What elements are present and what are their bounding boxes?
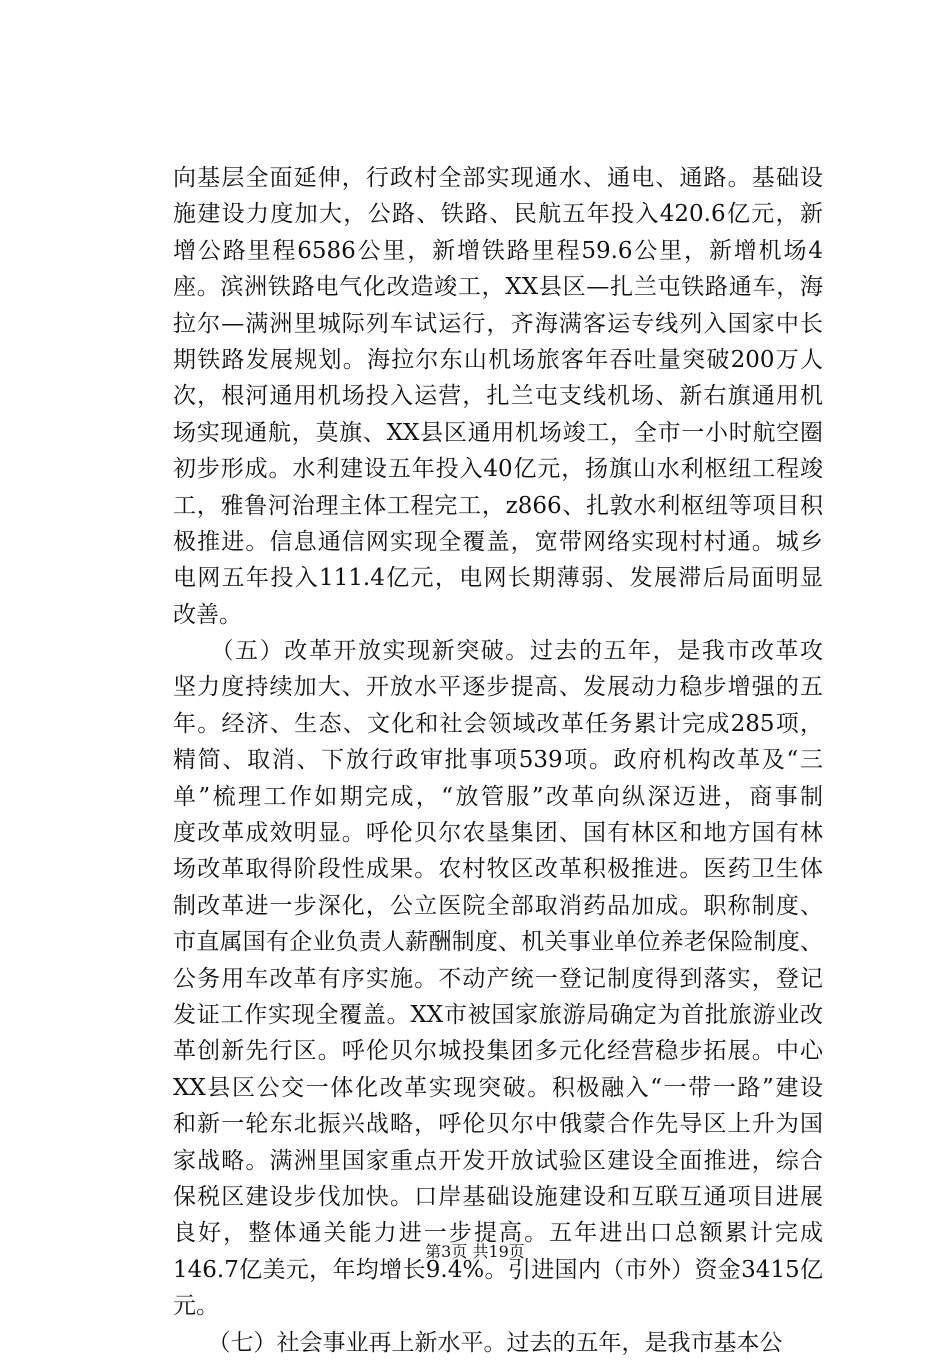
text-line: 拉尔—满洲里城际列车试运行，齐海满客运专线列入国家中长 [173,310,823,337]
text-line: 元。 [173,1293,219,1320]
text-line: 坚力度持续加大、开放水平逐步提高、发展动力稳步增强的五 [173,674,823,701]
text-line: 制改革进一步深化，公立医院全部取消药品加成。职称制度、 [173,892,823,919]
body-text [173,160,823,1361]
text-line: 度改革成效明显。呼伦贝尔农垦集团、国有林区和地方国有林 [173,820,823,847]
text-line: （七）社会事业再上新水平。过去的五年，是我市基本公 [173,1329,783,1356]
page-footer: 第3页 共19页 [425,1242,525,1261]
text-line: 单”梳理工作如期完成，“放管服”改革向纵深迈进，商事制 [173,783,823,810]
text-line: 和新一轮东北振兴战略，呼伦贝尔中俄蒙合作先导区上升为国 [173,1111,823,1138]
text-line: 次，根河通用机场投入运营，扎兰屯支线机场、新右旗通用机 [173,383,823,410]
text-line: 家战略。满洲里国家重点开发开放试验区建设全面推进，综合 [173,1147,823,1174]
text-line: 施建设力度加大，公路、铁路、民航五年投入420.6亿元，新 [173,201,823,228]
text-line: 改善。 [173,601,242,628]
text-line: 场实现通航，莫旗、XX县区通用机场竣工，全市一小时航空圈 [173,419,823,446]
text-line: 革创新先行区。呼伦贝尔城投集团多元化经营稳步拓展。中心 [173,1038,823,1065]
text-line: 初步形成。水利建设五年投入40亿元，扬旗山水利枢纽工程竣 [173,456,823,483]
text-line: 良好，整体通关能力进一步提高。五年进出口总额累计完成 [173,1220,823,1247]
text-line: 座。滨洲铁路电气化改造竣工，XX县区—扎兰屯铁路通车，海 [173,274,823,301]
text-line: 146.7亿美元，年均增长9.4%。引进国内（市外）资金3415亿 [173,1256,823,1283]
text-line: 公务用车改革有序实施。不动产统一登记制度得到落实，登记 [173,965,823,992]
text-line: 期铁路发展规划。海拉尔东山机场旅客年吞吐量突破200万人 [173,346,823,373]
text-line: 精简、取消、下放行政审批事项539项。政府机构改革及“三 [173,747,823,774]
text-line: 极推进。信息通信网实现全覆盖，宽带网络实现村村通。城乡 [173,528,823,555]
text-line: XX县区公交一体化改革实现突破。积极融入“一带一路”建设 [173,1074,823,1101]
text-line: （五）改革开放实现新突破。过去的五年，是我市改革攻 [173,638,823,665]
text-line: 市直属国有企业负责人薪酬制度、机关事业单位养老保险制度、 [173,929,823,956]
text-line: 年。经济、生态、文化和社会领域改革任务累计完成285项， [173,710,823,737]
text-line: 电网五年投入111.4亿元，电网长期薄弱、发展滞后局面明显 [173,565,823,592]
text-line: 向基层全面延伸，行政村全部实现通水、通电、通路。基础设 [173,165,823,191]
text-line: 工，雅鲁河治理主体工程完工，z866、扎敦水利枢纽等项目积 [173,492,823,519]
text-line: 发证工作实现全覆盖。XX市被国家旅游局确定为首批旅游业改 [173,1001,823,1028]
text-line: 场改革取得阶段性成果。农村牧区改革积极推进。医药卫生体 [173,856,823,883]
text-line: 增公路里程6586公里，新增铁路里程59.6公里，新增机场4 [173,237,823,264]
text-line: 保税区建设步伐加快。口岸基础设施建设和互联互通项目进展 [173,1183,823,1210]
